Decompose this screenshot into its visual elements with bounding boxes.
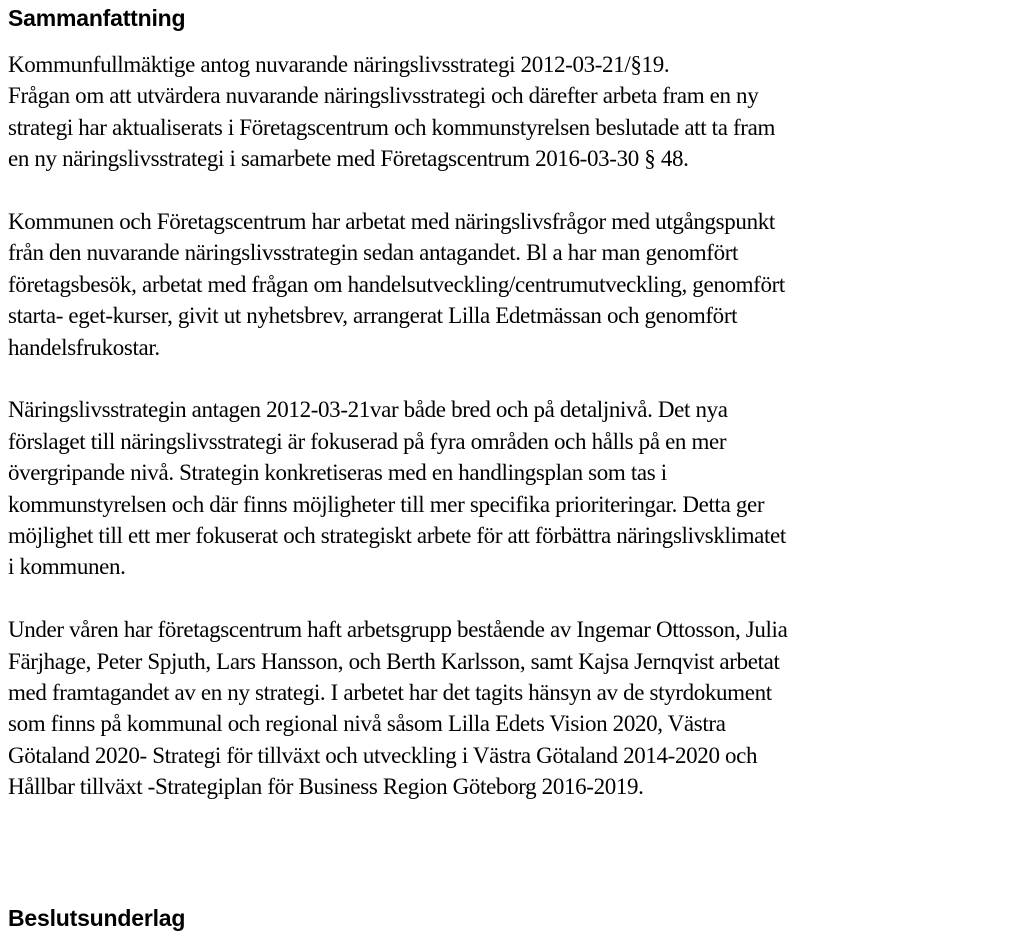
paragraph-strategy-comparison bbox=[8, 394, 1018, 582]
text-line: en ny näringslivsstrategi i samarbete med Företagscentrum 2016-03-30 § 48. bbox=[8, 146, 689, 172]
paragraph-decision-history bbox=[8, 49, 1018, 175]
section-heading-basis: Beslutsunderlag bbox=[8, 905, 186, 931]
text-line: med framtagandet av en ny strategi. I arbetet har det tagits hänsyn av de styrdokument bbox=[8, 680, 772, 706]
text-line: Färjhage, Peter Spjuth, Lars Hansson, och Berth Karlsson, samt Kajsa Jernqvist arbetat bbox=[8, 648, 780, 674]
text-line: Götaland 2020- Strategi för tillväxt och utveckling i Västra Götaland 2014-2020 och bbox=[8, 742, 758, 768]
text-line: Hållbar tillväxt -Strategiplan för Business Region Göteborg 2016-2019. bbox=[8, 774, 644, 800]
paragraph-working-group bbox=[8, 614, 1018, 802]
text-line: starta- eget-kurser, givit ut nyhetsbrev, arrangerat Lilla Edetmässan och genomfört bbox=[8, 303, 738, 329]
text-line: Näringslivsstrategin antagen 2012-03-21var både bred och på detaljnivå. Det nya bbox=[8, 397, 728, 423]
text-line: övergripande nivå. Strategin konkretiseras med en handlingsplan som tas i bbox=[8, 460, 667, 486]
text-line: som finns på kommunal och regional nivå såsom Lilla Edets Vision 2020, Västra bbox=[8, 711, 726, 737]
text-line: strategi har aktualiserats i Företagscentrum och kommunstyrelsen beslutade att ta fram bbox=[8, 114, 775, 140]
summary-body bbox=[8, 49, 1018, 834]
text-line: Kommunen och Företagscentrum har arbetat med näringslivsfrågor med utgångspunkt bbox=[8, 209, 775, 235]
text-line: kommunstyrelsen och där finns möjligheter till mer specifika prioriteringar. Detta ger bbox=[8, 491, 765, 517]
text-line: Under våren har företagscentrum haft arbetsgrupp bestående av Ingemar Ottosson, Julia bbox=[8, 617, 788, 643]
text-line: från den nuvarande näringslivsstrategin sedan antagandet. Bl a har man genomfört bbox=[8, 240, 739, 266]
text-line: förslaget till näringslivsstrategi är fokuserad på fyra områden och hålls på en mer bbox=[8, 428, 727, 454]
text-line: möjlighet till ett mer fokuserat och strategiskt arbete för att förbättra näringslivsklimatet bbox=[8, 523, 786, 549]
text-line: handelsfrukostar. bbox=[8, 334, 160, 360]
text-line: Frågan om att utvärdera nuvarande näringslivsstrategi och därefter arbeta fram en ny bbox=[8, 83, 759, 109]
text-line: företagsbesök, arbetat med frågan om handelsutveckling/centrumutveckling, genomfört bbox=[8, 271, 785, 297]
section-heading-summary: Sammanfattning bbox=[8, 5, 186, 31]
text-line: Kommunfullmäktige antog nuvarande näringslivsstrategi 2012-03-21/§19. bbox=[8, 52, 670, 77]
text-line: i kommunen. bbox=[8, 554, 126, 580]
paragraph-work-done bbox=[8, 206, 1018, 363]
